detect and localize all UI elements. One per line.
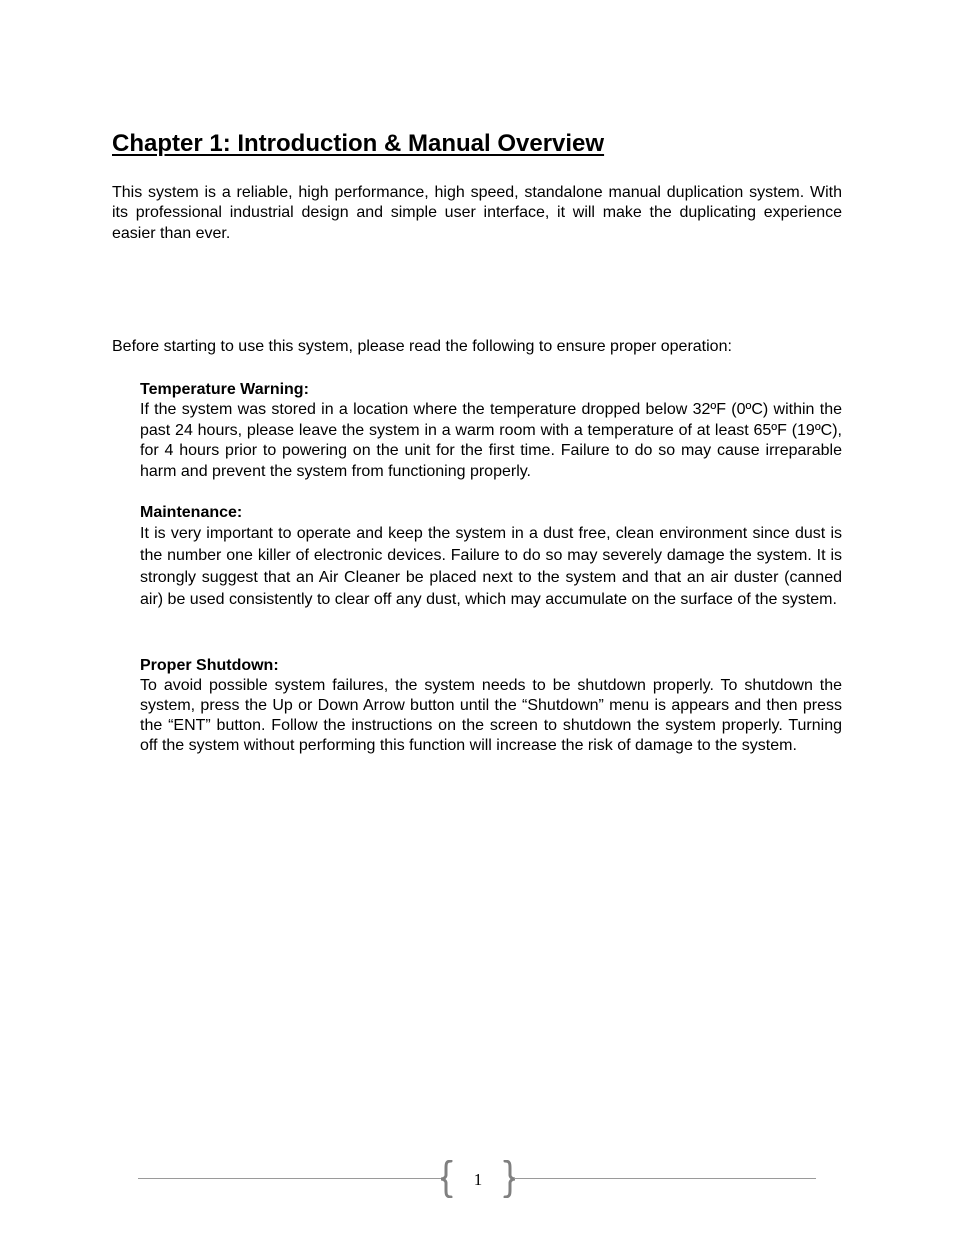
section-body: To avoid possible system failures, the system needs to be shutdown properly. To shutdown the system, press the Up or Down Arrow button until the “Shutdown” menu is appears and then press the “ENT” button. Follow the instructions on the screen to shutdown the system properly. Turning off the system without performing this function will increase the risk of damage to the system. <box>140 677 842 754</box>
before-use-paragraph: Before starting to use this system, please read the following to ensure proper operation: <box>112 338 732 355</box>
intro-paragraph: This system is a reliable, high performance, high speed, standalone manual duplication system. With its professional industrial design and simple user interface, it will make the duplicating experience easier than ever. <box>112 184 842 242</box>
right-brace-icon <box>502 1160 516 1198</box>
page-title: Chapter 1: Introduction & Manual Overview <box>112 130 605 157</box>
section-heading: Maintenance: <box>140 504 243 521</box>
section-maintenance <box>140 503 842 610</box>
section-heading: Temperature Warning: <box>140 381 309 398</box>
section-proper-shutdown <box>140 656 842 755</box>
section-body: It is very important to operate and keep the system in a dust free, clean environment since dust is the number one killer of electronic devices. Failure to do so may severely damage the system. It is strongly suggest that an Air Cleaner be placed next to the system and that an air duster (canned air) be used consistently to clear off any dust, which may accumulate on the surface of the system. <box>140 525 842 608</box>
section-temperature-warning <box>140 380 842 483</box>
footer-rule-right <box>514 1178 816 1179</box>
section-body: If the system was stored in a location where the temperature dropped below 32ºF (0ºC) within the past 24 hours, please leave the system in a warm room with a temperature of at least 65ºF (19ºC), for 4 hours prior to powering on the unit for the first time. Failure to do so may cause irreparable harm and prevent the system from functioning properly. <box>140 401 842 481</box>
footer-rule-left <box>138 1178 442 1179</box>
page-number: 1 <box>473 1170 483 1189</box>
section-heading: Proper Shutdown: <box>140 657 279 674</box>
left-brace-icon <box>440 1160 454 1198</box>
page-footer <box>138 1160 816 1200</box>
